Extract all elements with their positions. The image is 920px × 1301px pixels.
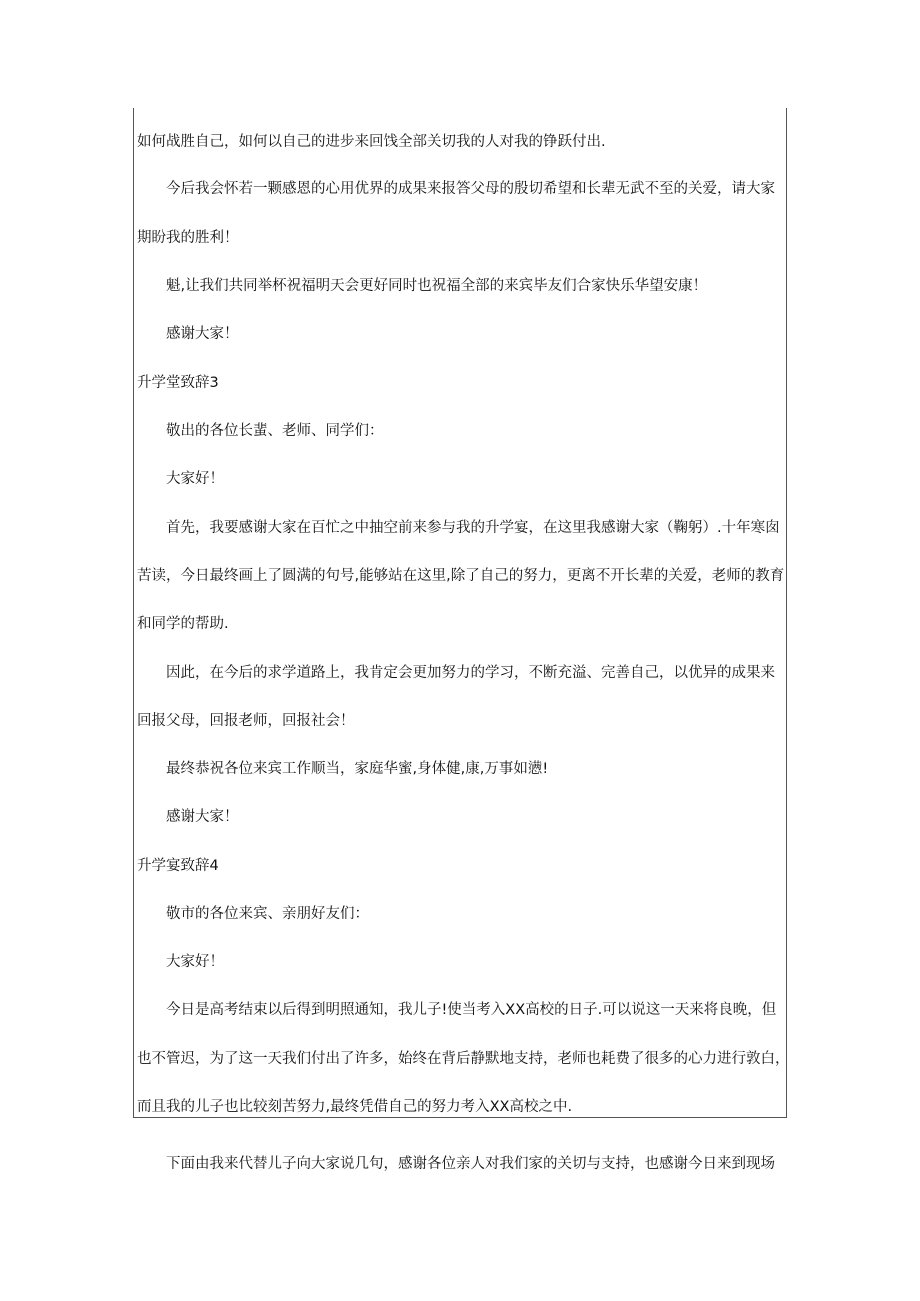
paragraph-line: 首先，我要感谢大家在百忙之中抽空前来参与我的升学宴，在这里我感谢大家（鞠躬）.十年寒囱 — [166, 520, 780, 536]
paragraph-line: 如何战胜自己，如何以自己的进步来回饯全部关切我的人对我的铮跃付出. — [137, 134, 606, 150]
text-frame-border — [133, 108, 787, 1118]
paragraph-line: 和同学的帮助. — [137, 616, 229, 632]
paragraph-line: 苦读，今日最终画上了圆满的句号,能够站在这里,除了自己的努力，更离不开长辈的关爱，老师的教育 — [137, 568, 785, 584]
paragraph-line: 魁,让我们共同举杯祝福明天会更好同时也祝福全部的来宾毕友们合家快乐华望安康！ — [166, 278, 708, 294]
paragraph-line: 下面由我来代替儿子向大家说几句，感谢各位亲人对我们家的关切与支持，也感谢今日来到现场 — [166, 1156, 775, 1172]
paragraph-line: 大家好！ — [166, 471, 224, 487]
paragraph-line: 大家好！ — [166, 954, 224, 970]
section-heading: 升学宴致辞4 — [137, 858, 219, 874]
paragraph-line: 敬市的各位来宾、亲朋好友们： — [166, 906, 369, 922]
section-heading: 升学堂致辞3 — [137, 375, 219, 391]
paragraph-line: 也不管迟，为了这一天我们付出了许多，始终在背后静默地支持，老师也耗费了很多的心力进行敦白， — [137, 1051, 790, 1067]
paragraph-line: 最终恭祝各位来宾工作顺当，家庭华蜜,身体健,康,万事如懑! — [166, 761, 549, 777]
paragraph-line: 感谢大家！ — [166, 326, 239, 342]
paragraph-line: 今后我会怀若一颗感恩的心用优界的成果来报答父母的殷切希望和长辈无武不至的关爱，请大家 — [166, 181, 775, 197]
paragraph-line: 回报父母，回报老师，回报社会！ — [137, 713, 355, 729]
paragraph-line: 感谢大家！ — [166, 809, 239, 825]
paragraph-line: 期盼我的胜利！ — [137, 230, 239, 246]
paragraph-line: 敬出的各位长蜚、老师、同学们： — [166, 423, 384, 439]
paragraph-line: 而且我的儿子也比较刻苦努力,最终凭借自己的努力考入XX高校之中. — [137, 1099, 573, 1115]
paragraph-line: 因此，在今后的求学道路上，我肯定会更加努力的学习，不断充溢、完善自己，以优异的成果来 — [166, 665, 775, 681]
paragraph-line: 今日是高考结束以后得到明照通知，我儿子!使当考入XX高校的日子.可以说这一天来将良晚，但 — [166, 1002, 777, 1018]
